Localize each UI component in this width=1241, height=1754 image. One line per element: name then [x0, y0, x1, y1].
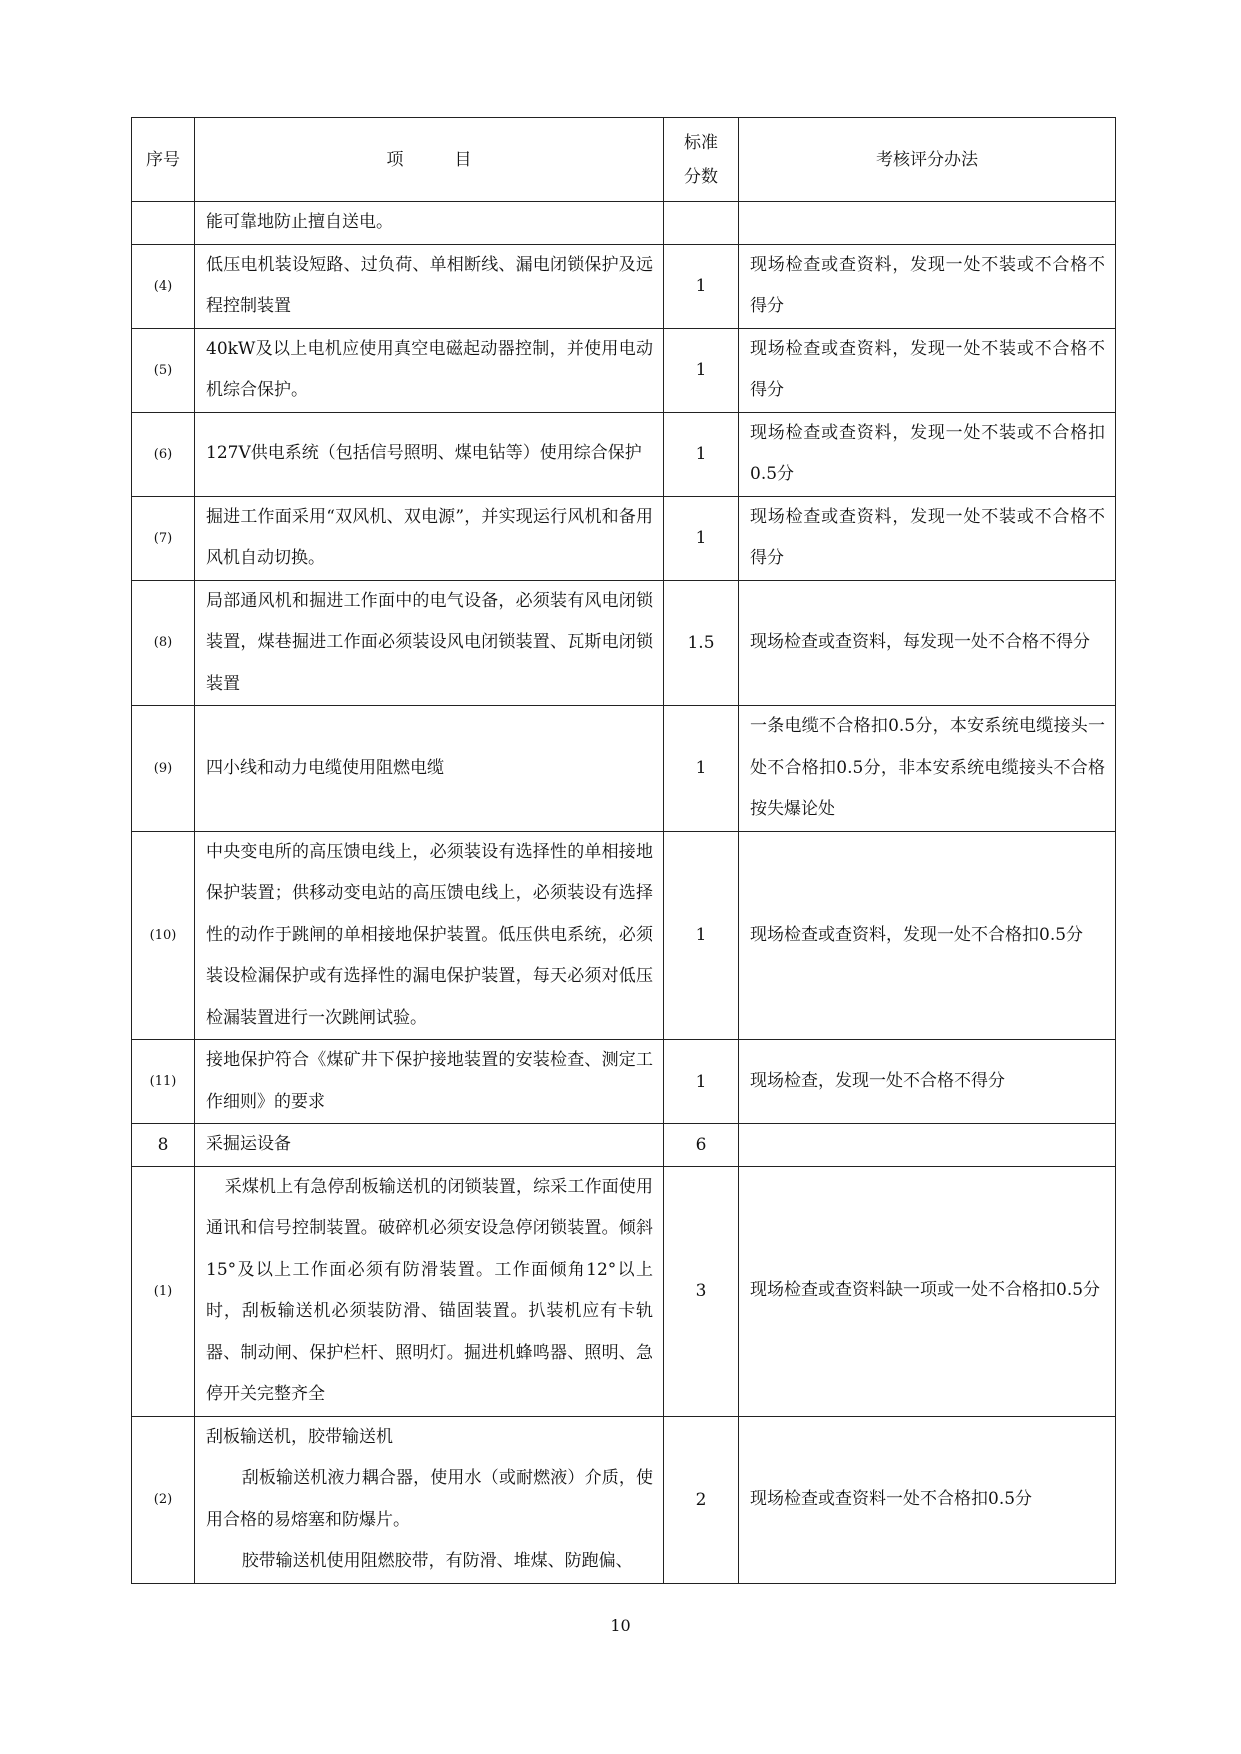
row-method	[739, 1124, 1116, 1167]
row-item-text: 低压电机装设短路、过负荷、单相断线、漏电闭锁保护及远程控制装置	[206, 254, 653, 316]
row-method: 现场检查或查资料，发现一处不装或不合格不得分	[739, 496, 1116, 580]
row-item	[195, 328, 664, 412]
row-score: 3	[664, 1166, 739, 1416]
row-method: 一条电缆不合格扣0.5分，本安系统电缆接头一处不合格扣0.5分，非本安系统电缆接头不合格按失爆论处	[739, 706, 1116, 832]
row-item	[195, 1124, 664, 1167]
header-no: 序号	[132, 118, 195, 202]
row-no	[132, 202, 195, 245]
row-method: 现场检查或查资料，发现一处不装或不合格不得分	[739, 328, 1116, 412]
row-item-text: 接地保护符合《煤矿井下保护接地装置的安装检查、测定工作细则》的要求	[206, 1050, 653, 1112]
row-no: (4)	[132, 244, 195, 328]
row-no: (2)	[132, 1416, 195, 1583]
row-score: 6	[664, 1124, 739, 1167]
table-row	[132, 202, 1116, 245]
row-item-text: 胶带输送机使用阻燃胶带，有防滑、堆煤、防跑偏、	[241, 1551, 633, 1571]
row-method: 现场检查或查资料缺一项或一处不合格扣0.5分	[739, 1166, 1116, 1416]
header-method: 考核评分办法	[739, 118, 1116, 202]
row-score: 1	[664, 244, 739, 328]
row-method: 现场检查或查资料，发现一处不装或不合格不得分	[739, 244, 1116, 328]
row-item	[195, 1416, 664, 1583]
table-row	[132, 1166, 1116, 1416]
row-item	[195, 1040, 664, 1124]
row-method: 现场检查，发现一处不合格不得分	[739, 1040, 1116, 1124]
row-item	[195, 1166, 664, 1416]
row-score: 1	[664, 496, 739, 580]
row-item-text: 刮板输送机，胶带输送机	[206, 1426, 393, 1447]
row-item-text: 127V供电系统（包括信号照明、煤电钻等）使用综合保护	[206, 443, 642, 464]
row-item-text: 掘进工作面采用“双风机、双电源”，并实现运行风机和备用风机自动切换。	[206, 506, 653, 568]
row-item-text: 采煤机上有急停刮板输送机的闭锁装置，综采工作面使用通讯和信号控制装置。破碎机必须安设急停闭锁装置。倾斜15°及以上工作面必须有防滑装置。工作面倾角12°以上时，刮板输送机必须装防滑、锚固装置。扒装机应有卡轨器、制动闸、保护栏杆、照明灯。掘进机蜂鸣器、照明、急停开关完整齐全	[206, 1176, 653, 1404]
row-score: 1	[664, 328, 739, 412]
row-item	[195, 831, 664, 1040]
table-row	[132, 831, 1116, 1040]
row-score: 1	[664, 412, 739, 496]
page-number: 10	[610, 1616, 631, 1635]
header-score	[664, 118, 739, 202]
table-row	[132, 412, 1116, 496]
row-score: 1	[664, 831, 739, 1040]
row-no: (11)	[132, 1040, 195, 1124]
table-row	[132, 580, 1116, 706]
row-item-text: 40kW及以上电机应使用真空电磁起动器控制，并使用电动机综合保护。	[206, 338, 653, 400]
row-score: 1	[664, 706, 739, 832]
row-no: (1)	[132, 1166, 195, 1416]
table-row	[132, 328, 1116, 412]
table-row	[132, 706, 1116, 832]
row-item-text: 采掘运设备	[206, 1134, 291, 1154]
row-score: 2	[664, 1416, 739, 1583]
table-header-row	[132, 118, 1116, 202]
row-item-text: 能可靠地防止擅自送电。	[206, 212, 393, 232]
row-item	[195, 580, 664, 706]
row-item	[195, 202, 664, 245]
row-method	[739, 202, 1116, 245]
row-item-text: 刮板输送机液力耦合器，使用水（或耐燃液）介质，使用合格的易熔塞和防爆片。	[206, 1468, 653, 1530]
row-item	[195, 244, 664, 328]
row-score: 1	[664, 1040, 739, 1124]
table-row	[132, 1124, 1116, 1167]
row-score: 1.5	[664, 580, 739, 706]
table-row	[132, 1416, 1116, 1583]
row-no: (6)	[132, 412, 195, 496]
row-item	[195, 412, 664, 496]
row-item	[195, 706, 664, 832]
header-score-line1: 标准	[684, 132, 718, 153]
table-row	[132, 1040, 1116, 1124]
row-method: 现场检查或查资料，每发现一处不合格不得分	[739, 580, 1116, 706]
row-no: (9)	[132, 706, 195, 832]
row-method: 现场检查或查资料一处不合格扣0.5分	[739, 1416, 1116, 1583]
table-row	[132, 496, 1116, 580]
row-no: (10)	[132, 831, 195, 1040]
row-no: 8	[132, 1124, 195, 1167]
header-item: 项 目	[195, 118, 664, 202]
row-no: (8)	[132, 580, 195, 706]
header-score-line2: 分数	[684, 166, 718, 187]
row-no: (7)	[132, 496, 195, 580]
row-method: 现场检查或查资料，发现一处不装或不合格扣0.5分	[739, 412, 1116, 496]
row-method: 现场检查或查资料，发现一处不合格扣0.5分	[739, 831, 1116, 1040]
row-item-text: 局部通风机和掘进工作面中的电气设备，必须装有风电闭锁装置，煤巷掘进工作面必须装设风电闭锁装置、瓦斯电闭锁装置	[206, 590, 653, 694]
row-item-text: 四小线和动力电缆使用阻燃电缆	[206, 757, 444, 778]
row-score	[664, 202, 739, 245]
row-no: (5)	[132, 328, 195, 412]
assessment-table	[131, 117, 1116, 1584]
table-row	[132, 244, 1116, 328]
row-item-text: 中央变电所的高压馈电线上，必须装设有选择性的单相接地保护装置；供移动变电站的高压馈电线上，必须装设有选择性的动作于跳闸的单相接地保护装置。低压供电系统，必须装设检漏保护或有选择性的漏电保护装置，每天必须对低压检漏装置进行一次跳闸试验。	[206, 841, 653, 1028]
row-item	[195, 496, 664, 580]
